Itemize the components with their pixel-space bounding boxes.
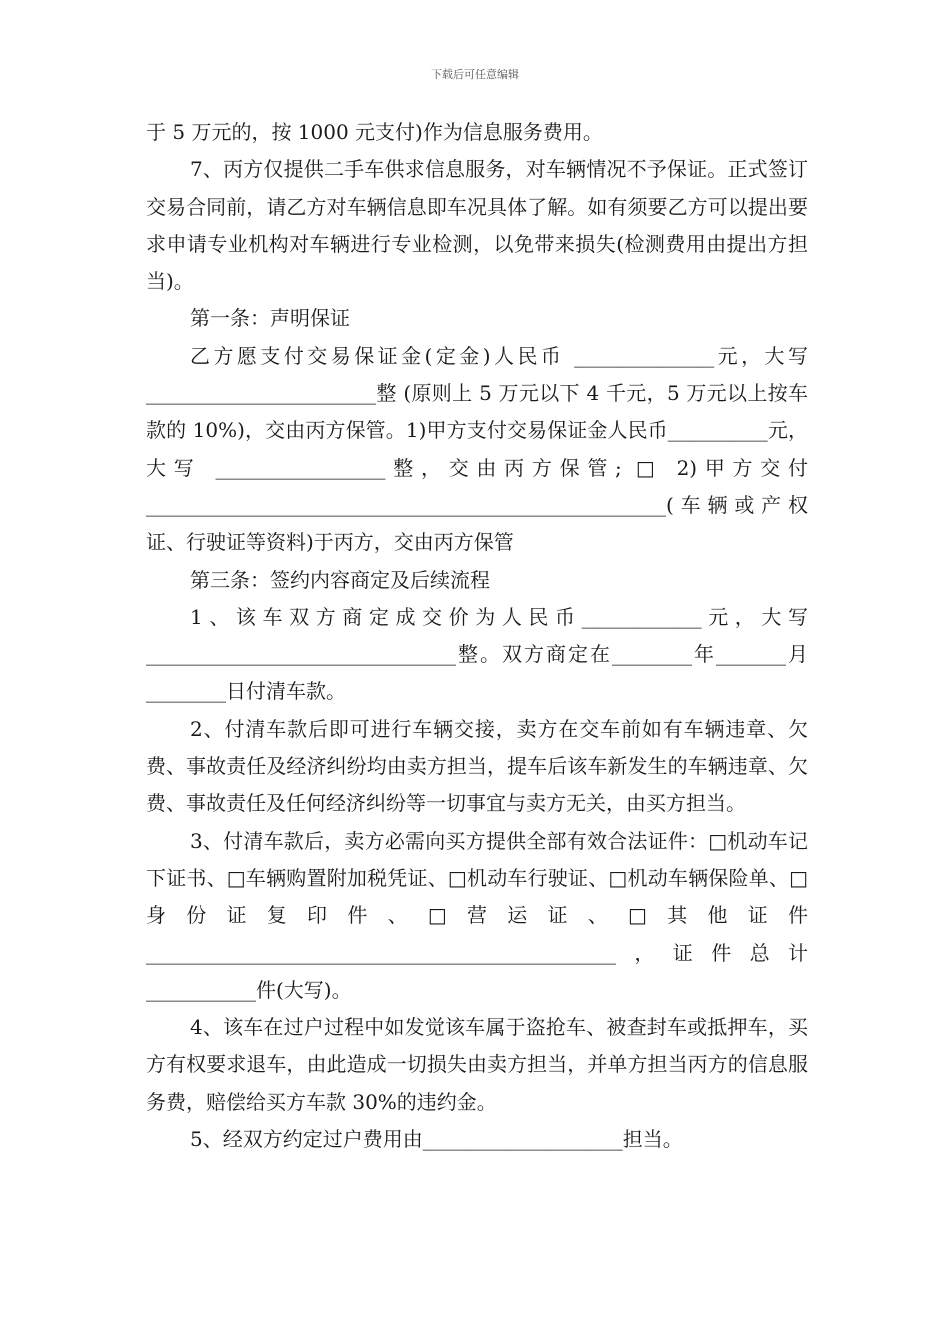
section-heading-article-3: 第三条：签约内容商定及后续流程 <box>190 567 490 592</box>
paragraph-clause-2: 2、付清车款后即可进行车辆交接，卖方在交车前如有车辆违章、欠费、事故责任及经济纠纷均由卖方担当，提车后该车新发生的车辆违章、欠费、事故责任及任何经济纠纷等一切事宜与卖方无关，由买方担当。 <box>146 716 808 816</box>
section-heading-article-1: 第一条：声明保证 <box>190 306 350 331</box>
paragraph-1: 于 5 万元的，按 1000 元支付)作为信息服务费用。 <box>146 120 603 144</box>
paragraph-clause-1: 1、该车双方商定成交价为人民币____________元，大写_______________________________整。双方商定在________年_______月________日付清车款。 <box>146 604 808 704</box>
paragraph-deposit: 乙方愿支付交易保证金(定金)人民币 ______________元，大写_______________________整 (原则上 5 万元以下 4 千元，5 万元以上按车款的 10%)，交由丙方保管。1)甲方支付交易保证金人民币__________元，大写 _________________整，交由丙方保管; □ 2)甲方交付____________________________________________________(车辆或产权证、行驶证等资料)于丙方，交由丙方保管 <box>146 343 808 555</box>
page-header: 下载后可任意编辑 <box>431 68 519 81</box>
paragraph-clause-3: 3、付清车款后，卖方必需向买方提供全部有效合法证件：□机动车记下证书、□车辆购置附加税凭证、□机动车行驶证、□机动车辆保险单、□身份证复印件、□营运证、□其他证件_______________________________________________，证件总计___________件(大写)。 <box>146 828 808 1002</box>
contract-body <box>146 114 808 1158</box>
paragraph-clause-5: 5、经双方约定过户费用由____________________担当。 <box>190 1127 683 1152</box>
paragraph-clause-7: 7、丙方仅提供二手车供求信息服务，对车辆情况不予保证。正式签订交易合同前，请乙方对车辆信息即车况具体了解。如有须要乙方可以提出要求申请专业机构对车辆进行专业检测，以免带来损失(检测费用由提出方担当)。 <box>146 157 808 294</box>
paragraph-clause-4: 4、该车在过户过程中如发觉该车属于盗抢车、被查封车或抵押车，买方有权要求退车，由此造成一切损失由卖方担当，并单方担当丙方的信息服务费，赔偿给买方车款 30%的违约金。 <box>146 1015 808 1114</box>
